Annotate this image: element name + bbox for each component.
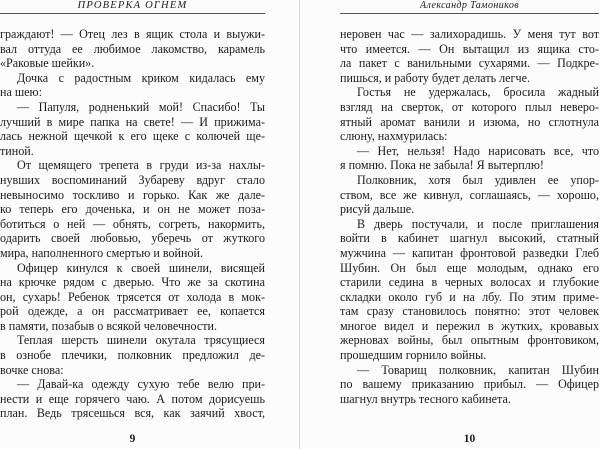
text-line: рисуй дальше. (340, 202, 415, 217)
text-line: Гостья не удержалась, бросила жадный (357, 85, 599, 100)
text-line: В дверь постучали, и после приглашения (357, 216, 599, 231)
page-left (0, 0, 299, 449)
text-line: он, сухарь! Ребенок трясется от холода в мок- (0, 289, 265, 304)
text-line: мира, наполненного смертью и войной. (0, 245, 204, 260)
text-line: там сразу становилось понятно: этот человек (340, 304, 599, 319)
text-line: прошедшим горнило войны. (340, 348, 487, 363)
running-head-book-title (0, 0, 265, 14)
text-line: мужчина — капитан фронтовой разведки Глеб (340, 245, 599, 260)
text-line: складки около губ и на лбу. По этим приме- (340, 289, 599, 304)
text-line: Офицер кинулся к своей шинели, висящей (17, 260, 265, 275)
page-right-body-text (340, 27, 599, 406)
book-title-text: ПРОВЕРКА ОГНЕМ (77, 0, 188, 11)
text-line: в памяти, позабыв о всякой человечности. (0, 318, 218, 333)
text-line: по вашему приказанию прибыл. — Офицер (340, 377, 599, 392)
text-line: «Раковые шейки». (0, 56, 95, 71)
text-line: вочке снова: (0, 362, 64, 377)
text-line: план. Ведь трясешься вся, как заячий хвост, (0, 406, 265, 421)
text-line: жерновах войны, был опытным фронтовиком, (340, 333, 599, 348)
text-line: многое видел и пережил в жутких, кровавых (340, 318, 599, 333)
page-right (299, 0, 599, 449)
text-line: рой одежде, а он рассматривает ее, копается (0, 304, 265, 319)
text-line: одарить своей любовью, уберечь от жуткого (0, 231, 265, 246)
text-line: вал оттуда ее любимое лакомство, карамель (0, 41, 265, 56)
text-line: пишься, и работу будет делать легче. (340, 70, 530, 85)
text-line: на шею: (0, 85, 42, 100)
text-line: на крючке рядом с дверью. Что же за скотина (0, 275, 265, 290)
text-line: я помню. Пока не забыла! Я вытерплю! (340, 158, 544, 173)
text-line: в ознобе плечики, полковник предложил де- (0, 348, 265, 363)
text-line: ством, все же кивнул, соглашаясь, — хорошо, (340, 187, 599, 202)
text-line: — Давай-ка одежду сухую тебе велю при- (17, 377, 265, 392)
text-line: — Папуля, родненький мой! Спасибо! Ты (17, 99, 265, 114)
text-line: невыносимо тоскливо и горько. Как же дале- (0, 187, 265, 202)
page-number-right: 10 (463, 433, 476, 445)
text-line: — Товарищ полковник, капитан Шубин (357, 362, 599, 377)
text-line: тиной. (0, 143, 34, 158)
text-line: лась нежной щечкой к его щеке с колючей ще- (0, 129, 265, 144)
text-line: — Нет, нельзя! Надо нарисовать все, что (357, 143, 599, 158)
page-left-body-text (0, 27, 265, 421)
text-line: нести и еще горячего чаю. А потом дорисуешь (0, 391, 265, 406)
author-name-text: Александр Тамоников (420, 0, 519, 11)
text-line: шагнул внутрь тесного кабинета. (340, 391, 511, 406)
text-line: нувших воспоминаний Зубареву вдруг стало (0, 172, 265, 187)
text-line: Полковник, хотя был удивлен ее упор- (357, 172, 599, 187)
text-line: ботиться о ней — обнять, согреть, накормить, (0, 216, 265, 231)
text-line: неровен час — залихорадишь. У меня тут вот (340, 27, 599, 41)
page-number-left: 9 (129, 433, 136, 445)
text-line: Шубин. Он был еще молодым, однако его (340, 260, 599, 275)
text-line: войти в кабинет шагнул высокий, статный (340, 231, 599, 246)
text-line: От щемящего трепета в груди из-за нахлы- (17, 158, 265, 173)
text-line: Дочка с радостным криком кидалась ему (17, 70, 265, 85)
text-line: что имеется. — Он вытащил из ящика сто- (340, 41, 599, 56)
text-line: старили седина в черных волосах и глубокие (340, 275, 599, 290)
running-head-author (340, 0, 599, 14)
text-line: ла пакет с ванильными сухарями. — Подкре- (340, 56, 599, 71)
text-line: лучший в мире папка на свете! — И прижима- (0, 114, 265, 129)
text-line: граждают! — Отец лез в ящик стола и выужи- (0, 27, 265, 41)
text-line: взгляд на сверток, от которого плыл неверо- (340, 99, 599, 114)
text-line: ко теперь его доченька, и он не может поза- (0, 202, 265, 217)
text-line: слюну, нахмурилась: (340, 129, 448, 144)
text-line: Теплая шерсть шинели окутала трясущиеся (17, 333, 265, 348)
text-line: ятный аромат ванили и изюма, но сглотнула (340, 114, 599, 129)
